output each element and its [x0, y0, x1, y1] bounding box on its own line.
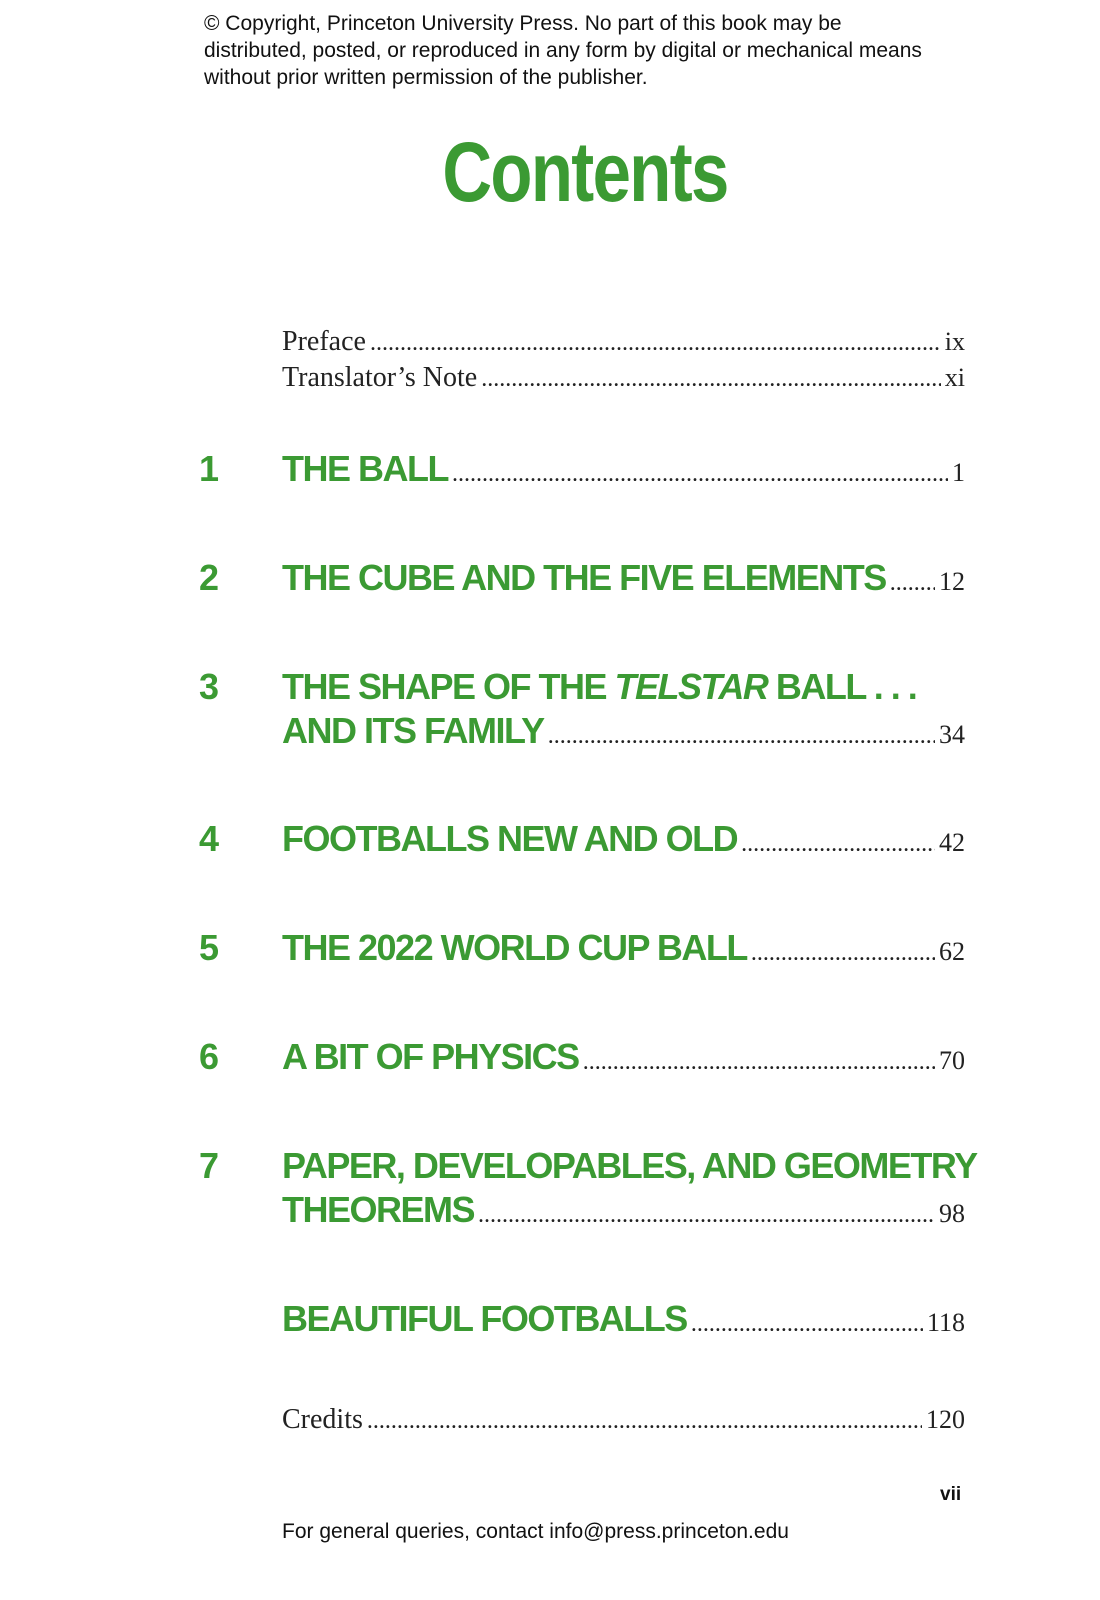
dot-leader: [370, 330, 941, 357]
chapter-number: 5: [199, 927, 220, 968]
toc-page-number: 42: [939, 828, 965, 857]
chapter-title-part: THE SHAPE OF THE: [282, 666, 615, 707]
toc-page-number: ix: [944, 327, 965, 356]
chapter-title-line-2: AND ITS FAMILY: [282, 710, 544, 751]
chapter-title: A BIT OF PHYSICS: [282, 1036, 579, 1077]
toc-page-number: 34: [939, 720, 965, 749]
toc-entry-chapter-4[interactable]: [282, 818, 965, 860]
page-title: Contents: [442, 125, 728, 219]
toc-entry-translators-note[interactable]: [282, 362, 965, 398]
chapter-title-italic: TELSTAR: [614, 666, 768, 707]
chapter-title: THE 2022 WORLD CUP BALL: [282, 927, 747, 968]
toc-page-number: 70: [939, 1046, 965, 1075]
chapter-number: 2: [199, 557, 220, 598]
toc-entry-chapter-1[interactable]: [282, 448, 965, 490]
footer-contact: For general queries, contact info@press.princeton.edu: [282, 1520, 789, 1543]
dot-leader: [548, 723, 935, 750]
chapter-number: 6: [199, 1036, 220, 1077]
toc-page-number: xi: [944, 363, 965, 392]
dot-leader: [367, 1408, 922, 1435]
toc-page-number: 12: [939, 567, 965, 596]
chapter-title: THE BALL: [282, 448, 448, 489]
toc-entry-chapter-2[interactable]: [282, 557, 965, 599]
toc-entry-chapter-7[interactable]: [282, 1189, 965, 1231]
toc-entry-chapter-5[interactable]: [282, 927, 965, 969]
toc-entry-chapter-6[interactable]: [282, 1036, 965, 1078]
toc-page-number: 98: [939, 1199, 965, 1228]
dot-leader: [751, 940, 935, 967]
toc-page-number: 120: [926, 1405, 965, 1434]
toc-entry-label: Credits: [282, 1404, 363, 1435]
chapter-title-line-2: THEOREMS: [282, 1189, 475, 1230]
chapter-title: THE CUBE AND THE FIVE ELEMENTS: [282, 557, 886, 598]
dot-leader: [452, 461, 948, 488]
chapter-title: FOOTBALLS NEW AND OLD: [282, 818, 738, 859]
chapter-title-line-1[interactable]: PAPER, DEVELOPABLES, AND GEOMETRY: [282, 1145, 977, 1186]
chapter-number: 3: [199, 666, 220, 707]
dot-leader: [481, 366, 941, 393]
toc-entry-label: Preface: [282, 326, 366, 357]
section-title: BEAUTIFUL FOOTBALLS: [282, 1298, 687, 1339]
toc-entry-preface[interactable]: [282, 326, 965, 362]
toc-page-number: 1: [952, 458, 965, 487]
page-folio: vii: [940, 1484, 962, 1505]
chapter-number: 4: [199, 818, 220, 859]
toc-entry-label: Translator’s Note: [282, 362, 478, 393]
toc-entry-chapter-3[interactable]: [282, 710, 965, 752]
toc-page-number: 118: [926, 1308, 965, 1337]
dot-leader: [583, 1049, 935, 1076]
copyright-notice: © Copyright, Princeton University Press. No part of this book may be distributed, posted, or reproduced in any form by digital or mechanical means without prior written permission of the publisher.: [204, 12, 922, 89]
chapter-number: 7: [199, 1145, 220, 1186]
chapter-number: 1: [199, 448, 220, 489]
toc-entry-beautiful-footballs[interactable]: [282, 1298, 965, 1340]
dot-leader: [741, 831, 935, 858]
dot-leader: [691, 1311, 923, 1338]
chapter-title-part: BALL . . .: [767, 666, 917, 707]
dot-leader: [890, 570, 935, 597]
chapter-title-line-1[interactable]: [282, 666, 916, 708]
dot-leader: [478, 1202, 935, 1229]
toc-entry-credits[interactable]: [282, 1404, 965, 1440]
toc-page-number: 62: [939, 937, 965, 966]
